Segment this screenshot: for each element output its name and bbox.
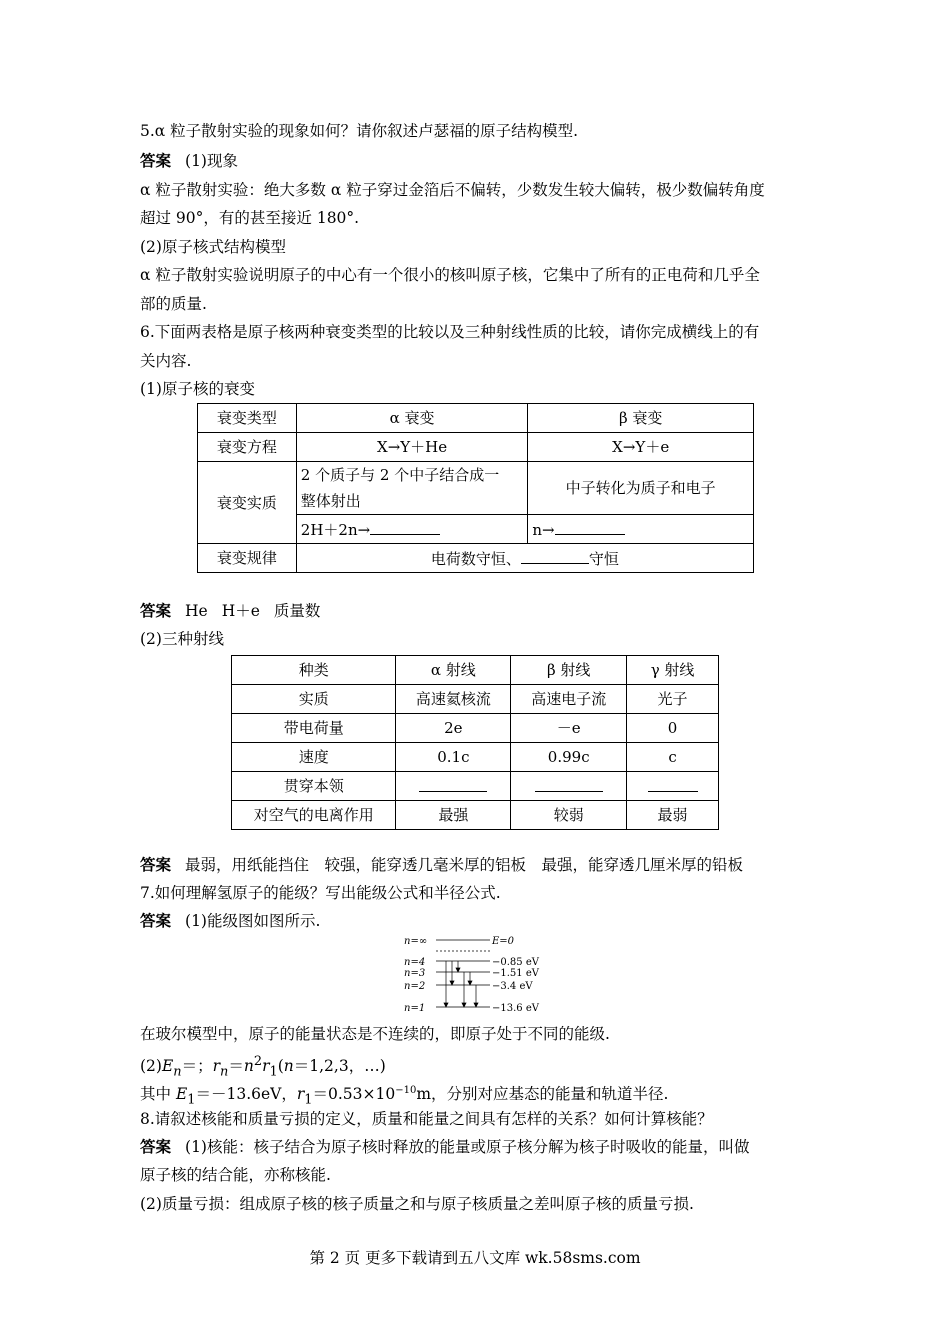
ray-header-alpha: α 射线: [396, 656, 511, 685]
decay-equation-label: 衰变方程: [198, 433, 297, 462]
ray-header-beta: β 射线: [511, 656, 627, 685]
arrow-head: [450, 981, 454, 985]
ray-table: [231, 655, 719, 830]
table-row: [198, 404, 754, 433]
level-energy-2: −3.4 eV: [492, 981, 533, 992]
q8-question: 8.请叙述核能和质量亏损的定义，质量和能量之间具有怎样的关系？如何计算核能？: [140, 1110, 713, 1128]
level-label-2: n=2: [404, 981, 426, 992]
table-cell: 2e: [396, 714, 511, 743]
table-cell: 0: [627, 714, 719, 743]
q5-answer-line2: α 粒子散射实验：绝大多数 α 粒子穿过金箔后不偏转，少数发生较大偏转，极少数偏转角度: [140, 181, 765, 199]
table-cell: 0.1c: [396, 743, 511, 772]
arrow-head: [468, 981, 472, 985]
answer-label: 答案: [140, 602, 172, 620]
ray-header-type: 种类: [232, 656, 396, 685]
level-label-inf: n=∞: [404, 936, 428, 947]
q7-answer-line4: 其中 $E_1=-13.6eV$，$r_1=0.53\times 10^{-10}m$，分别对应基态的能量和轨道半径.: [140, 1085, 669, 1108]
table-cell: 最弱: [627, 801, 719, 830]
arrow-head: [462, 1003, 466, 1007]
q8-answer-line3: (2)质量亏损：组成原子核的核子质量之和与原子核质量之差叫原子核的质量亏损.: [140, 1195, 694, 1213]
page-footer: 第 2 页 更多下载请到五八文库 wk.58sms.com: [309, 1249, 641, 1267]
table-row: [232, 714, 719, 743]
alpha-essence: 2 个质子与 2 个中子结合成一 整体射出: [296, 462, 528, 515]
alpha-reaction: 2H＋2n→: [296, 515, 528, 544]
q5-answer-line1: 答案 (1)现象: [140, 152, 238, 170]
table-cell: c: [627, 743, 719, 772]
arrow-head: [456, 968, 460, 972]
table-row: [232, 772, 719, 801]
table-row: [232, 743, 719, 772]
table-cell: 光子: [627, 685, 719, 714]
arrow-head: [444, 1003, 448, 1007]
answer-label: 答案: [140, 912, 172, 930]
table-cell: 对空气的电离作用: [232, 801, 396, 830]
table-cell: 高速氦核流: [396, 685, 511, 714]
fill-blank[interactable]: [648, 776, 698, 792]
fill-blank[interactable]: [419, 776, 487, 792]
q8-answer-line1: 答案 (1)核能：核子结合为原子核时释放的能量或原子核分解为核子时吸收的能量，叫做: [140, 1138, 750, 1156]
level-energy-inf: E=0: [492, 936, 515, 947]
q6-part2-title: (2)三种射线: [140, 630, 224, 648]
q7-answer-line1: 答案 (1)能级图如图所示.: [140, 912, 321, 930]
table-cell: 带电荷量: [232, 714, 396, 743]
arrow-head: [474, 1003, 478, 1007]
fill-blank[interactable]: [521, 548, 589, 564]
table-row: [198, 544, 754, 573]
q7-answer-line2: 在玻尔模型中，原子的能量状态是不连续的，即原子处于不同的能级.: [140, 1025, 610, 1043]
q7-formula: $(2)E_n=$；$r_n=n^2r_1(n=1,2,3$，…): [140, 1054, 386, 1080]
alpha-equation: X→Y＋He: [296, 433, 528, 462]
level-label-3: n=3: [404, 968, 426, 979]
energy-level-diagram: [404, 930, 554, 1022]
q6-answer2: 答案 最弱，用纸能挡住 较强，能穿透几毫米厚的铝板 最强，能穿透几厘米厚的铅板: [140, 856, 744, 874]
level-energy-1: −13.6 eV: [492, 1003, 539, 1014]
q7-question: 7.如何理解氢原子的能级？写出能级公式和半径公式.: [140, 884, 501, 902]
table-row: [198, 433, 754, 462]
alpha-decay-header: α 衰变: [296, 404, 528, 433]
table-cell: 贯穿本领: [232, 772, 396, 801]
decay-table: [197, 403, 754, 573]
table-cell: [627, 772, 719, 801]
q5-answer-line4: (2)原子核式结构模型: [140, 238, 286, 256]
q6-question-line1: 6.下面两表格是原子核两种衰变类型的比较以及三种射线性质的比较，请你完成横线上的有: [140, 323, 760, 341]
q8-answer-line2: 原子核的结合能，亦称核能.: [140, 1166, 331, 1184]
table-cell: 0.99c: [511, 743, 627, 772]
decay-essence-label: 衰变实质: [198, 462, 297, 544]
fill-blank[interactable]: [535, 776, 603, 792]
table-cell: [396, 772, 511, 801]
q6-question-line2: 关内容.: [140, 352, 192, 370]
decay-rule: 电荷数守恒、 守恒: [296, 544, 753, 573]
q5-answer-line3: 超过 90°，有的甚至接近 180°.: [140, 209, 360, 227]
table-cell: 高速电子流: [511, 685, 627, 714]
q5-answer-line5: α 粒子散射实验说明原子的中心有一个很小的核叫原子核，它集中了所有的正电荷和几乎全: [140, 266, 760, 284]
level-label-4: n=4: [404, 957, 426, 968]
table-cell: －e: [511, 714, 627, 743]
table-row: [232, 801, 719, 830]
beta-equation: X→Y＋e: [528, 433, 754, 462]
table-cell: 速度: [232, 743, 396, 772]
fill-blank[interactable]: [555, 519, 625, 535]
decay-rule-label: 衰变规律: [198, 544, 297, 573]
table-cell: [511, 772, 627, 801]
beta-decay-header: β 衰变: [528, 404, 754, 433]
q5-question: 5.α 粒子散射实验的现象如何？请你叙述卢瑟福的原子结构模型.: [140, 122, 579, 140]
q6-answer1: 答案 He H＋e 质量数: [140, 602, 321, 620]
answer-label: 答案: [140, 1138, 172, 1156]
beta-reaction: n→: [528, 515, 754, 544]
q5-answer-line6: 部的质量.: [140, 295, 207, 313]
table-row: [232, 656, 719, 685]
q6-part1-title: (1)原子核的衰变: [140, 380, 255, 398]
table-row: [198, 462, 754, 515]
level-energy-3: −1.51 eV: [492, 968, 539, 979]
level-energy-4: −0.85 eV: [492, 957, 539, 968]
table-row: [232, 685, 719, 714]
table-cell: 实质: [232, 685, 396, 714]
table-cell: 最强: [396, 801, 511, 830]
ray-header-gamma: γ 射线: [627, 656, 719, 685]
table-cell: 较弱: [511, 801, 627, 830]
answer-label: 答案: [140, 152, 172, 170]
answer-label: 答案: [140, 856, 172, 874]
level-label-1: n=1: [404, 1003, 426, 1014]
decay-type-label: 衰变类型: [198, 404, 297, 433]
beta-essence: 中子转化为质子和电子: [528, 462, 754, 515]
fill-blank[interactable]: [370, 519, 440, 535]
